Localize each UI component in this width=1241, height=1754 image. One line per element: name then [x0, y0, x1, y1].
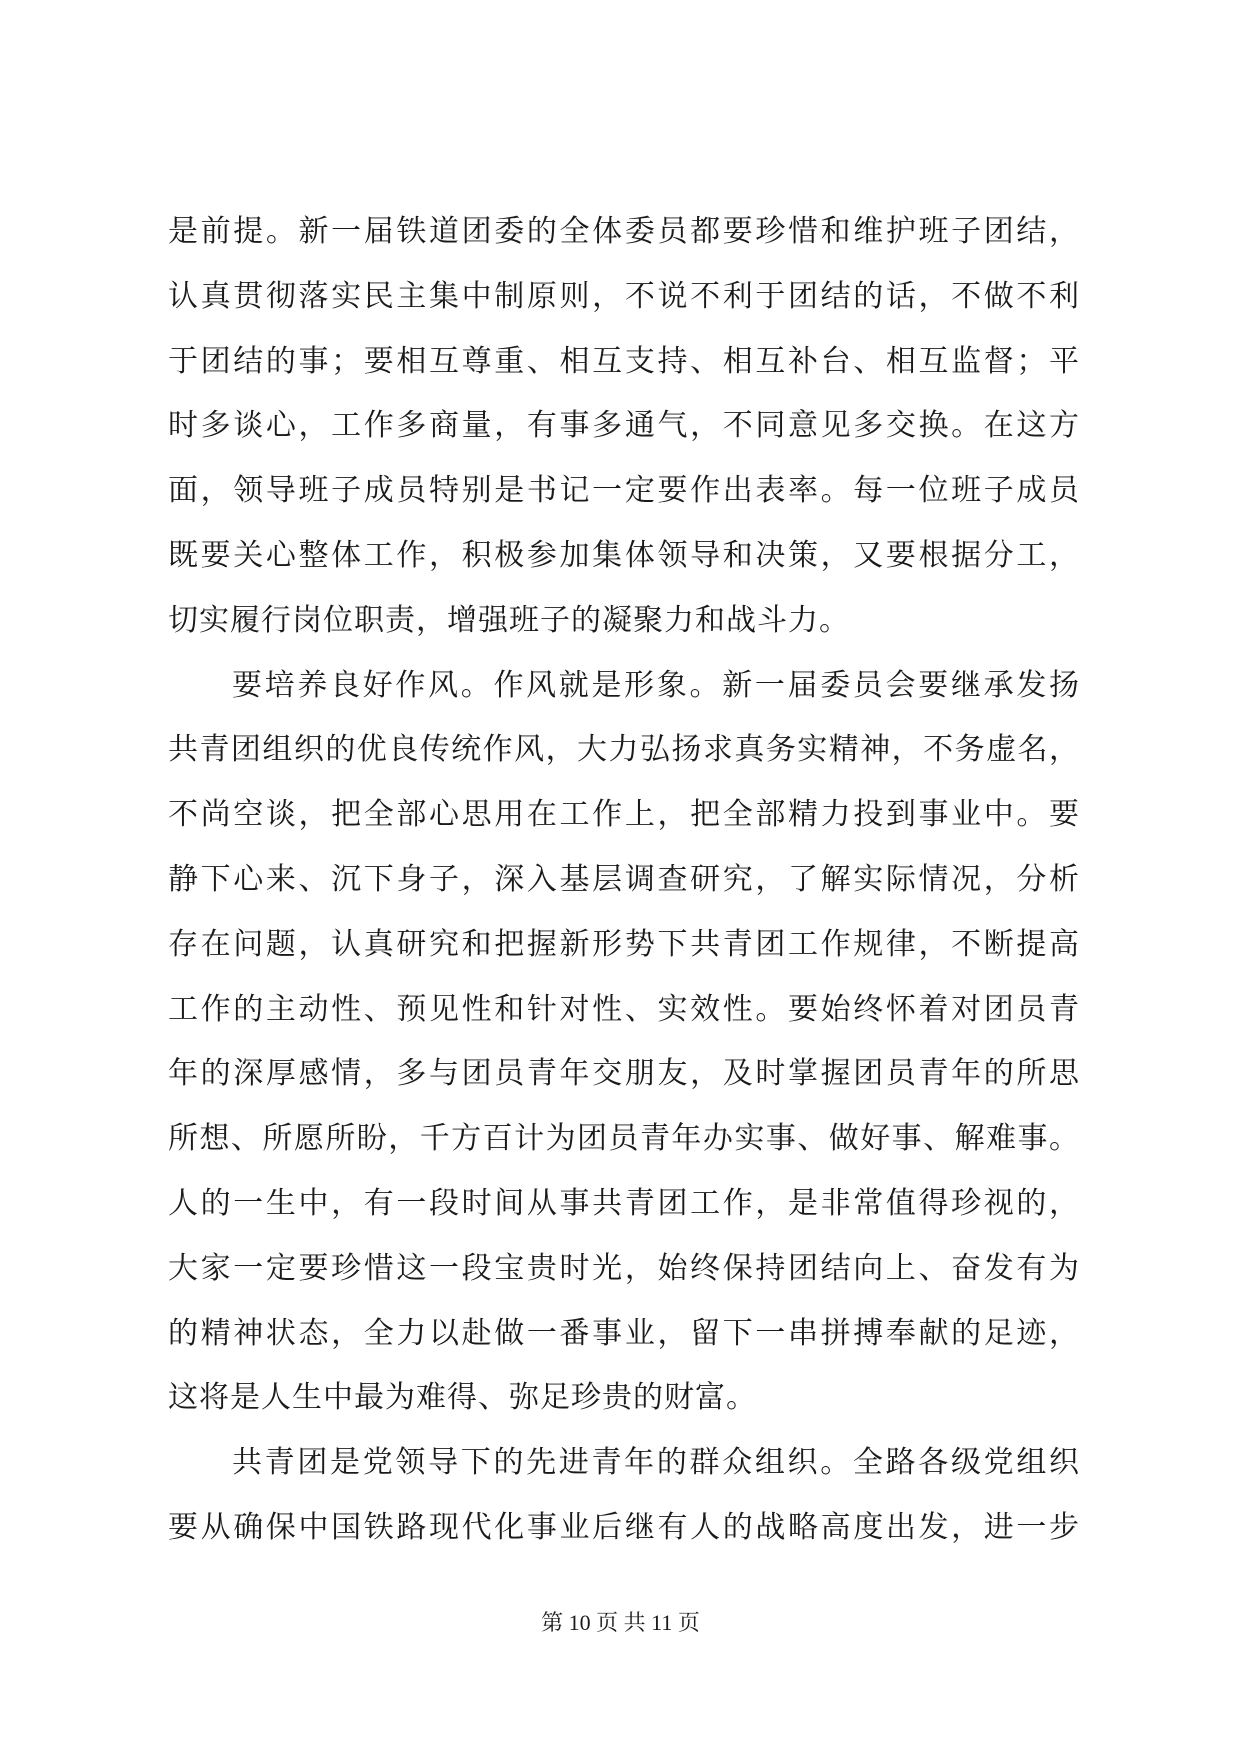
text-line: 于团结的事；要相互尊重、相互支持、相互补台、相互监督；平	[168, 343, 1080, 379]
paragraph	[168, 654, 1080, 1432]
paragraph	[168, 200, 1080, 654]
text-line: 年的深厚感情，多与团员青年交朋友，及时掌握团员青年的所思	[168, 1056, 1080, 1092]
text-line: 要培养良好作风。作风就是形象。新一届委员会要继承发扬	[232, 667, 1080, 703]
text-line: 人的一生中，有一段时间从事共青团工作，是非常值得珍视的，	[168, 1185, 1080, 1221]
text-line: 切实履行岗位职责，增强班子的凝聚力和战斗力。	[168, 602, 850, 638]
text-line: 面，领导班子成员特别是书记一定要作出表率。每一位班子成员	[168, 473, 1080, 509]
text-line: 不尚空谈，把全部心思用在工作上，把全部精力投到事业中。要	[168, 797, 1080, 833]
text-line: 大家一定要珍惜这一段宝贵时光，始终保持团结向上、奋发有为	[168, 1250, 1080, 1286]
text-line: 静下心来、沉下身子，深入基层调查研究，了解实际情况，分析	[168, 861, 1080, 897]
text-line: 的精神状态，全力以赴做一番事业，留下一串拼搏奉献的足迹，	[168, 1315, 1080, 1351]
text-line: 时多谈心，工作多商量，有事多通气，不同意见多交换。在这方	[168, 408, 1080, 444]
page-number-footer: 第 10 页 共 11 页	[541, 1610, 700, 1635]
text-line: 共青团组织的优良传统作风，大力弘扬求真务实精神，不务虚名，	[168, 732, 1080, 768]
text-line: 所想、所愿所盼，千方百计为团员青年办实事、做好事、解难事。	[168, 1121, 1080, 1157]
text-line: 既要关心整体工作，积极参加集体领导和决策，又要根据分工，	[168, 537, 1080, 573]
text-line: 存在问题，认真研究和把握新形势下共青团工作规律，不断提高	[168, 926, 1080, 962]
text-line: 要从确保中国铁路现代化事业后继有人的战略高度出发，进一步	[168, 1509, 1080, 1545]
text-line: 是前提。新一届铁道团委的全体委员都要珍惜和维护班子团结，	[168, 214, 1080, 249]
text-line: 工作的主动性、预见性和针对性、实效性。要始终怀着对团员青	[168, 991, 1080, 1027]
body-text	[168, 200, 1080, 1561]
text-line: 这将是人生中最为难得、弥足珍贵的财富。	[168, 1380, 757, 1416]
text-line: 认真贯彻落实民主集中制原则，不说不利于团结的话，不做不利	[168, 278, 1080, 314]
paragraph	[168, 1431, 1080, 1561]
text-line: 共青团是党领导下的先进青年的群众组织。全路各级党组织	[232, 1445, 1080, 1481]
